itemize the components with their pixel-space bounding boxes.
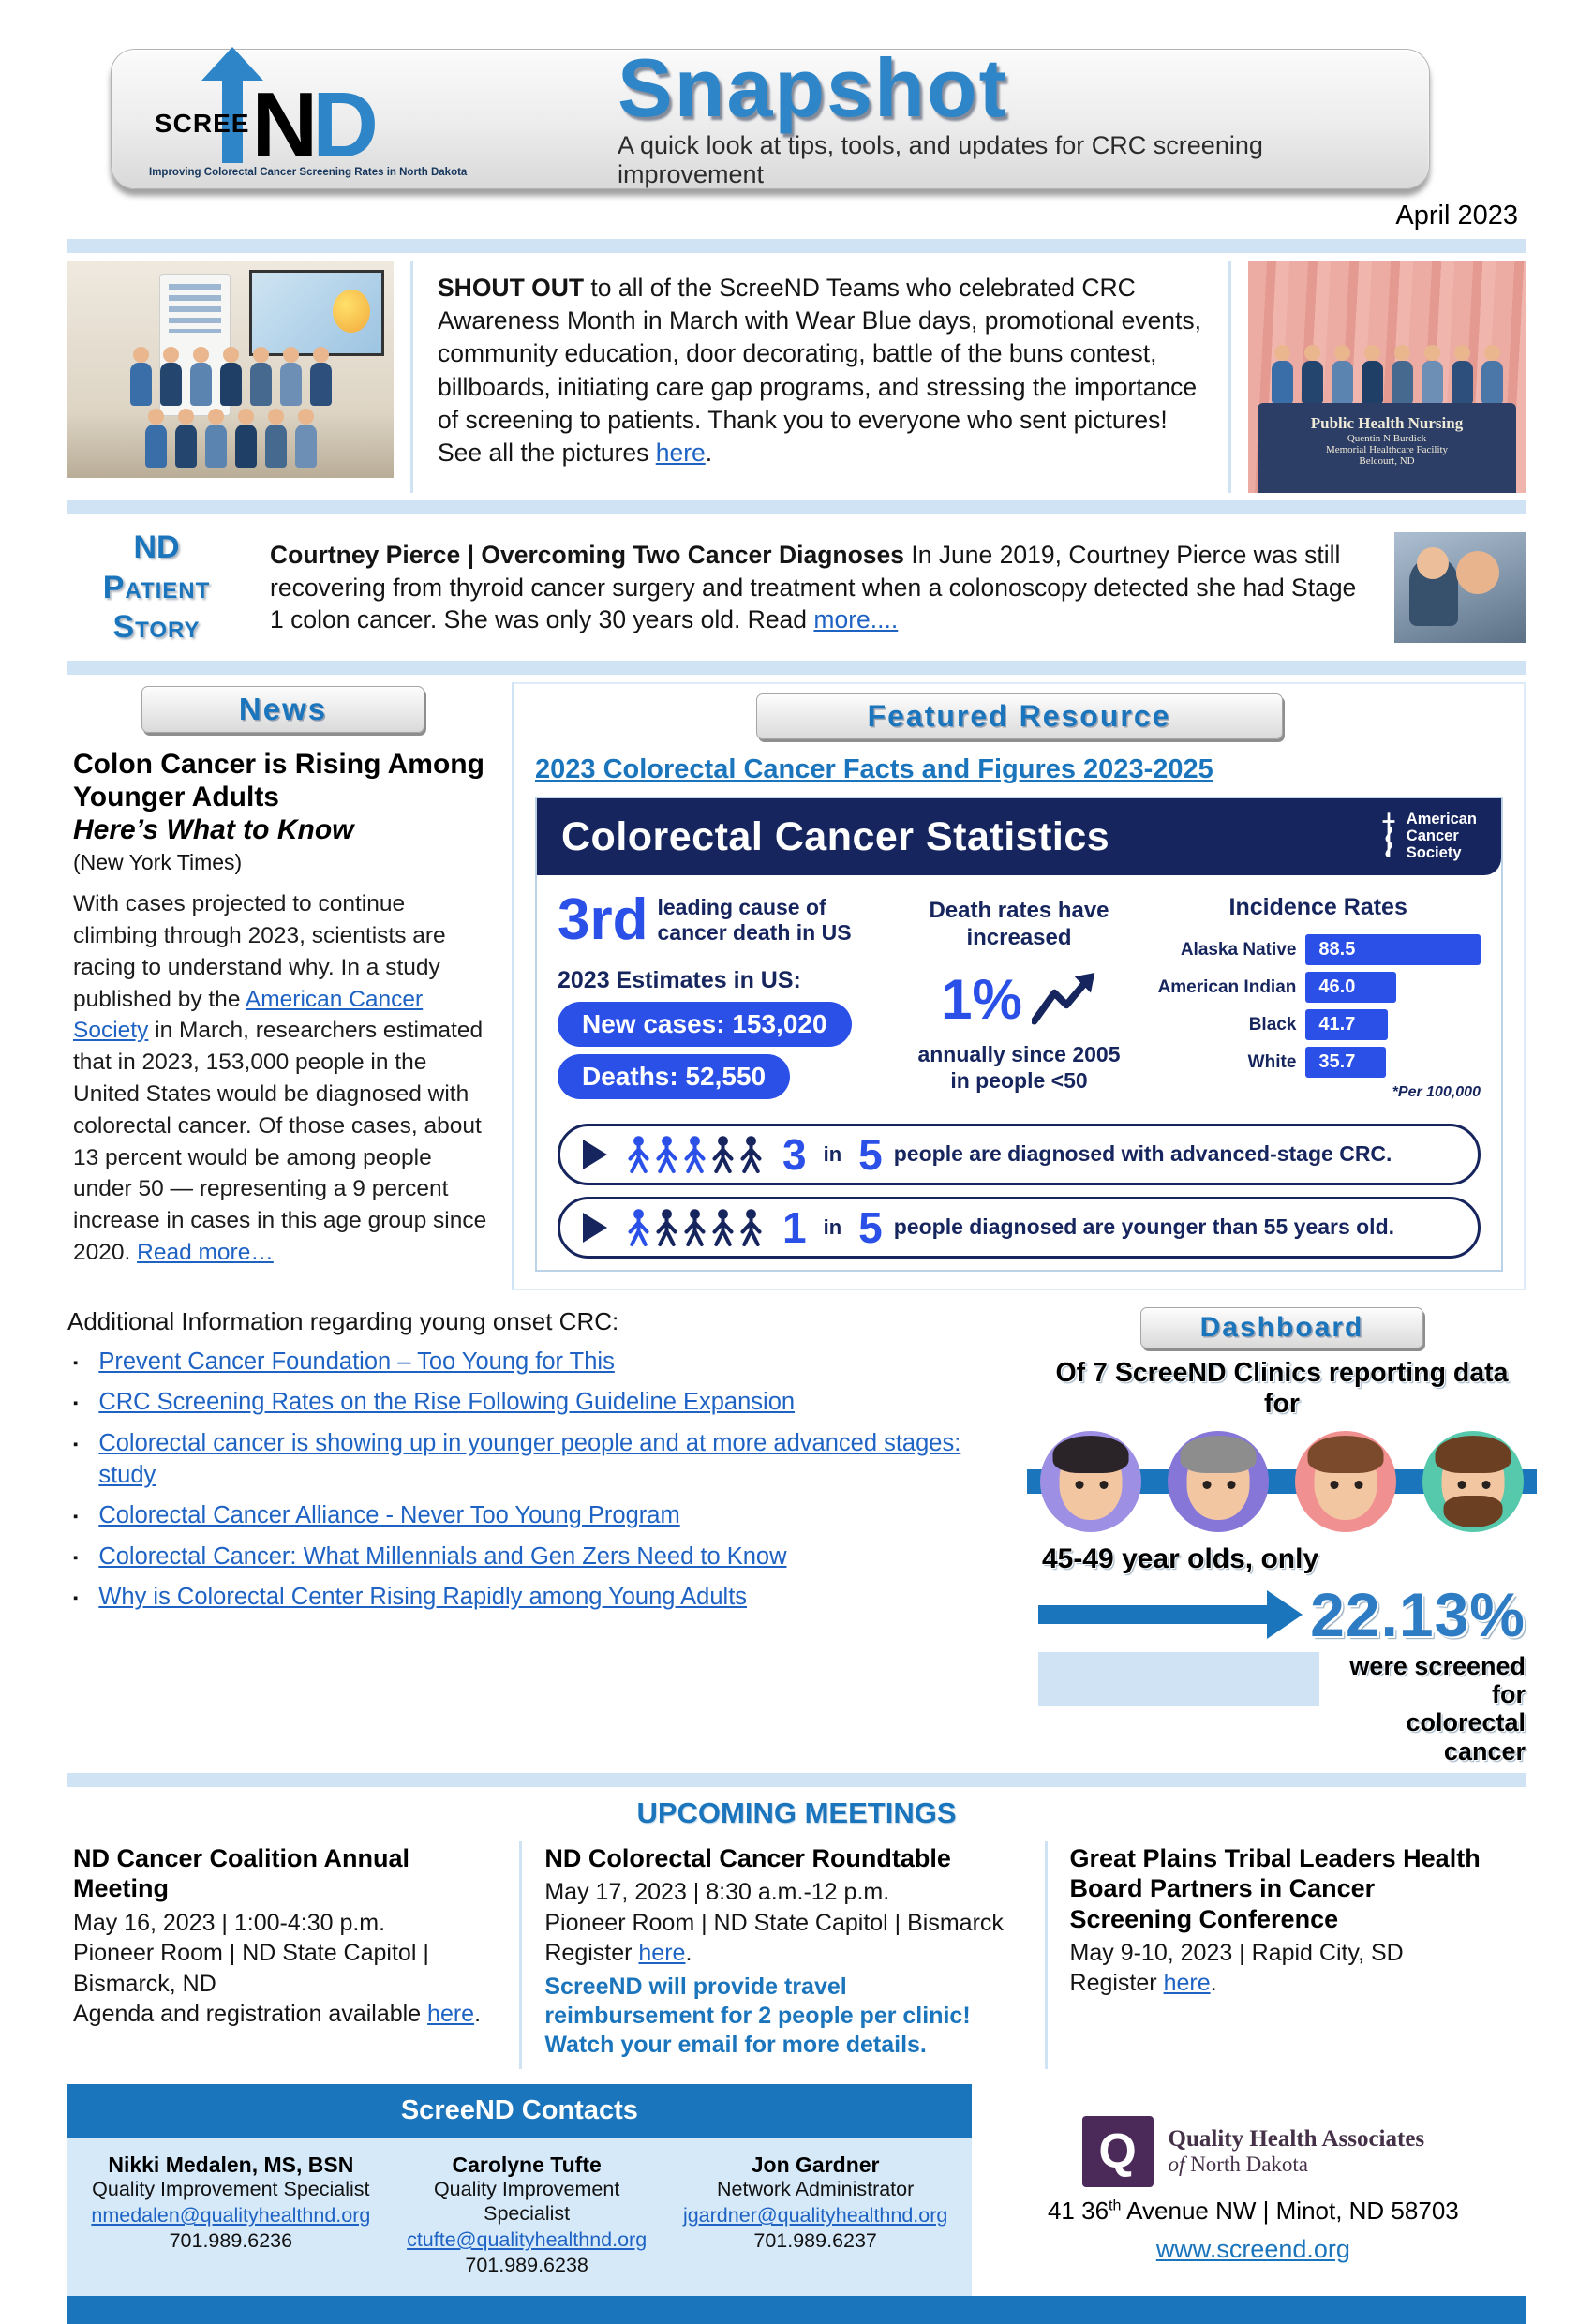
avatars-row (1040, 1429, 1524, 1534)
dashboard-stat-row (1038, 1579, 1526, 1650)
band-in: in (823, 1141, 842, 1166)
newsletter-title: Snapshot (618, 41, 1008, 135)
masthead (618, 41, 1401, 189)
person-icon (682, 1208, 707, 1247)
register-pre: Agenda and registration available (73, 2001, 428, 2028)
person-figure (1390, 345, 1414, 407)
annually-line: in people <50 (950, 1068, 1088, 1094)
photo-caption-line: Belcourt, ND (1359, 455, 1415, 467)
person-figure (1330, 345, 1354, 407)
meeting-register-line (73, 1999, 497, 2030)
meeting-title: Great Plains Tribal Leaders Health Board Partners in Cancer Screening Conference (1069, 1843, 1481, 1933)
person-figure (203, 409, 228, 470)
person-figure (233, 409, 258, 470)
news-headline: Colon Cancer is Rising Among Younger Adults (73, 749, 484, 813)
team-group-photo (67, 261, 394, 478)
person-figure (293, 409, 318, 470)
person-figure (1420, 345, 1444, 407)
divider-bar (67, 661, 1526, 675)
read-more-link[interactable]: more.... (813, 605, 899, 634)
meeting-date: May 9-10, 2023 | Rapid City, SD (1069, 1939, 1404, 1966)
contacts-header: ScreeND Contacts (67, 2084, 972, 2138)
people-icons (626, 1208, 764, 1247)
person-figure (1300, 345, 1324, 407)
annually-line: annually since 2005 (917, 1041, 1121, 1066)
list-item (73, 1427, 1014, 1492)
link-millennials-genz[interactable]: ▪ Colorectal Cancer: What Millennials and Gen Zers Need to Know (98, 1542, 787, 1570)
news-body (73, 888, 493, 1269)
issue-date: April 2023 (1395, 201, 1518, 231)
light-blue-block (1038, 1652, 1319, 1706)
person-icon (654, 1135, 679, 1174)
address-sup: th (1109, 2197, 1122, 2214)
additional-info-section (67, 1307, 1038, 1622)
shoutout-body: to all of the ScreeND Teams who celebrated CRC Awareness Month in March with Wear Blue days, promotional events, community education, door decorating, battle of the buns contest, billboards, initiating care gap programs, and stressing the importance of screening to patients. Thank you to everyone who sent pictures! See all the pictures (438, 274, 1202, 468)
bar-value: 46.0 (1305, 972, 1396, 1003)
infographic-stats-grid (537, 875, 1501, 1112)
link-prevent-cancer-foundation[interactable]: ▪ Prevent Cancer Foundation – Too Young for This (98, 1348, 615, 1375)
photo-people-row (67, 347, 394, 409)
qha-address (1048, 2197, 1459, 2226)
contact-phone: 701.989.6237 (753, 2229, 877, 2253)
upcoming-meetings-title: UPCOMING MEETINGS (636, 1795, 957, 1829)
qha-name: Quality Health Associates (1168, 2126, 1425, 2153)
avatar-face-2 (1168, 1431, 1269, 1532)
infographic-header (537, 798, 1501, 875)
logo-d-text: D (312, 72, 380, 176)
additional-intro: Additional Information regarding young onset CRC: (67, 1306, 619, 1335)
patient-story-text (270, 539, 1370, 637)
person-figure (1360, 345, 1384, 407)
label-nd: ND (133, 529, 180, 566)
link-never-too-young[interactable]: ▪ Colorectal Cancer Alliance - Never Too Young Program (98, 1502, 680, 1529)
screening-rate-stat: 22.13% (1310, 1579, 1526, 1649)
photo-caption-line: Public Health Nursing (1310, 414, 1464, 432)
pictures-link[interactable]: here (655, 439, 706, 468)
meeting-great-plains-conference (1045, 1841, 1526, 2070)
dashboard-section (1038, 1307, 1526, 1765)
band-denominator: 5 (858, 1202, 883, 1252)
photo-caption-line: Memorial Healthcare Facility (1325, 444, 1449, 455)
main-columns (67, 682, 1526, 1290)
qha-panel (981, 2084, 1526, 2296)
stat-band-advanced-stage (558, 1124, 1481, 1185)
label-story: Story (112, 609, 201, 646)
contact-name: Nikki Medalen, MS, BSN (108, 2153, 354, 2178)
person-icon (710, 1135, 736, 1174)
qha-subname (1169, 2153, 1425, 2177)
person-figure (218, 347, 243, 409)
caption-line: were screened for (1349, 1651, 1526, 1709)
acs-link[interactable]: American Cancer Society (73, 986, 424, 1044)
news-read-more-link[interactable]: Read more… (137, 1240, 274, 1266)
contact-name: Jon Gardner (751, 2153, 880, 2178)
news-paragraph-1: With cases projected to continue climbing through 2023, scientists are racing to understand why. In a study published by the (73, 891, 446, 1012)
per-100000-note: *Per 100,000 (1392, 1084, 1481, 1100)
person-figure (188, 347, 213, 409)
rank-text: leading cause of cancer death in US (657, 895, 852, 945)
incidence-rates-chart (1148, 894, 1481, 1107)
band-in: in (823, 1214, 842, 1239)
bar-label: White (1247, 1051, 1297, 1072)
people-icons (626, 1135, 764, 1174)
footer-bottom-bar (67, 2296, 1526, 2324)
bar-row (1155, 972, 1481, 1003)
dashboard-line2: 45-49 year olds, only (1042, 1542, 1319, 1574)
contact-jon-gardner (683, 2153, 947, 2253)
list-item (73, 1581, 1014, 1613)
person-figure (1480, 345, 1504, 407)
acs-logo (1378, 810, 1477, 864)
register-post: . (685, 1940, 692, 1967)
shoutout-text (410, 261, 1231, 493)
contact-phone: 701.989.6236 (169, 2229, 293, 2253)
logo-n-text: N (251, 72, 319, 176)
newsletter-page (0, 41, 1593, 2276)
stat-band-younger-55 (558, 1197, 1481, 1259)
contacts-body (67, 2138, 972, 2296)
infographic-left (558, 887, 890, 1107)
band-numerator: 1 (782, 1202, 807, 1252)
photo-table-banner (1258, 403, 1516, 493)
person-icon (738, 1208, 764, 1247)
contacts-panel (67, 2084, 972, 2296)
contact-role: Network Administrator (716, 2178, 915, 2201)
acs-logo-text (1407, 812, 1477, 861)
person-figure (143, 409, 168, 470)
qha-logo-text (1169, 2126, 1425, 2177)
qha-logo (1082, 2116, 1425, 2187)
person-figure (158, 347, 183, 409)
band-text: people diagnosed are younger than 55 years old. (893, 1214, 1395, 1240)
list-item (73, 1346, 1014, 1378)
bar-row (1155, 934, 1481, 965)
meeting-date: May 17, 2023 | 8:30 a.m.-12 p.m. (544, 1879, 890, 1906)
bar-label: Black (1248, 1014, 1297, 1035)
qha-q-icon: Q (1082, 2116, 1154, 2187)
incidence-title: Incidence Rates (1228, 894, 1407, 920)
person-figure (308, 347, 333, 409)
person-figure (278, 347, 303, 409)
link-rising-young-adults[interactable]: ▪ Why is Colorectal Center Rising Rapidly among Young Adults (98, 1584, 748, 1611)
register-post: . (474, 2001, 482, 2028)
bar-label: Alaska Native (1180, 939, 1297, 960)
infographic-middle (890, 894, 1149, 1107)
link-crc-screening-rates[interactable]: ▪ CRC Screening Rates on the Rise Following Guideline Expansion (98, 1389, 796, 1416)
patient-story-section (67, 522, 1526, 653)
rank-number: 3rd (558, 887, 648, 952)
acs-line: Society (1406, 843, 1462, 861)
contact-email-link[interactable]: nmedalen@qualityhealthnd.org (91, 2204, 371, 2227)
person-figure (263, 409, 288, 470)
person-icon (682, 1135, 707, 1174)
meeting-nd-cancer-coalition (67, 1841, 519, 2070)
info-row (67, 1307, 1526, 1765)
death-rates-text: Death rates have increased (929, 898, 1109, 950)
shoutout-period: . (705, 439, 713, 468)
bar-value: 41.7 (1305, 1009, 1388, 1040)
person-figure (128, 347, 153, 409)
crc-statistics-infographic (535, 797, 1503, 1272)
courtney-pierce-photo (1394, 532, 1526, 643)
dashboard-line1: Of 7 ScreeND Clinics reporting data for (1055, 1357, 1509, 1419)
registration-link[interactable]: here (638, 1940, 686, 1967)
register-post: . (1210, 1970, 1217, 1997)
avatar-face-1 (1040, 1431, 1141, 1532)
shoutout-section (67, 261, 1526, 493)
contact-phone: 701.989.6238 (465, 2253, 588, 2276)
story-body: In June 2019, Courtney Pierce was still recovering from thyroid cancer surgery and treatment when a colonoscopy detected she had Stage 1 colon cancer. She was only 30 years old. Read (270, 540, 1357, 634)
annually-text (890, 1041, 1149, 1095)
meeting-title: ND Cancer Coalition Annual Meeting (73, 1843, 410, 1903)
qha-of: of (1168, 2153, 1185, 2177)
bar-row (1155, 1047, 1481, 1078)
public-health-nursing-photo (1248, 261, 1526, 493)
rank-row (558, 887, 890, 952)
register-pre: Register (544, 1940, 639, 1967)
bar-value: 88.5 (1305, 934, 1481, 965)
bar-row (1155, 1009, 1481, 1040)
person-icon (626, 1135, 651, 1174)
one-percent: 1% (941, 967, 1022, 1031)
dashboard-caption (1332, 1652, 1526, 1765)
contact-name: Carolyne Tufte (452, 2153, 602, 2178)
featured-resource-column (512, 682, 1526, 1290)
acs-caduceus-icon (1378, 810, 1399, 864)
logo-scree-text: SCREE (155, 109, 250, 138)
person-icon (738, 1135, 764, 1174)
divider-bar (67, 1773, 1526, 1787)
additional-links-list (67, 1346, 1014, 1614)
newsletter-subtitle: A quick look at tips, tools, and updates for CRC screening improvement (618, 130, 1263, 188)
dashboard-section-button: Dashboard (1140, 1307, 1423, 1348)
divider-bar (67, 500, 1526, 514)
bar-value: 35.7 (1305, 1047, 1386, 1078)
logo-tagline: Improving Colorectal Cancer Screening Rates in North Dakota (149, 167, 468, 178)
photo-people-row (1248, 345, 1526, 407)
register-pre: Register (1069, 1970, 1164, 1997)
person-figure (1270, 345, 1294, 407)
news-column (67, 682, 512, 1269)
person-figure (1450, 345, 1474, 407)
screend-logo (140, 60, 580, 178)
list-item (73, 1499, 1014, 1531)
tv-screen-graphic (249, 270, 384, 356)
meeting-location: Pioneer Room | ND State Capitol | Bismarck (544, 1909, 1004, 1936)
play-arrow-icon (583, 1140, 607, 1169)
list-item (73, 1541, 1014, 1572)
meeting-title: ND Colorectal Cancer Roundtable (544, 1843, 951, 1872)
label-patient: Patient (102, 569, 211, 605)
acs-line: Cancer (1406, 827, 1459, 845)
person-icon (654, 1208, 679, 1247)
new-cases-pill: New cases: 153,020 (558, 1002, 852, 1047)
trend-up-arrow-icon (1032, 973, 1097, 1025)
person-icon (710, 1208, 736, 1247)
facts-figures-link[interactable]: 2023 Colorectal Cancer Facts and Figures 2023-2025 (535, 754, 1213, 784)
registration-link[interactable]: here (1163, 1970, 1211, 1997)
band-denominator: 5 (858, 1129, 883, 1179)
address-part: Avenue NW | Minot, ND 58703 (1121, 2197, 1459, 2226)
avatar-face-3 (1295, 1431, 1396, 1532)
footer (67, 2084, 1526, 2296)
infographic-title: Colorectal Cancer Statistics (561, 813, 1110, 859)
featured-resource-button: Featured Resource (756, 693, 1283, 739)
list-item (73, 1386, 1014, 1418)
percent-row (890, 967, 1149, 1032)
shoutout-lead: SHOUT OUT (438, 274, 585, 302)
meetings-row (67, 1841, 1526, 2070)
registration-link[interactable]: here (427, 2001, 475, 2028)
contact-role: Quality Improvement Specialist (433, 2178, 620, 2226)
travel-reimbursement-note: ScreeND will provide travel reimbursement for 2 people per clinic! Watch your email for more details. (544, 1973, 971, 2059)
meeting-register-line (1070, 1968, 1503, 1999)
estimates-label: 2023 Estimates in US: (558, 966, 801, 993)
photo-people-row (67, 409, 394, 470)
person-icon (626, 1208, 651, 1247)
news-section-button: News (141, 686, 424, 733)
meeting-register-line (544, 1938, 1021, 1969)
contact-carolyne-tufte (407, 2153, 647, 2277)
contact-email-link[interactable]: ctufte@qualityhealthnd.org (407, 2227, 648, 2251)
deaths-pill: Deaths: 52,550 (558, 1054, 790, 1099)
band-text: people are diagnosed with advanced-stage CRC. (893, 1141, 1392, 1167)
news-source: (New York Times) (73, 850, 243, 875)
contact-role: Quality Improvement Specialist (92, 2178, 370, 2201)
person-figure (173, 409, 198, 470)
qha-state: North Dakota (1184, 2153, 1309, 2177)
masthead-banner (111, 41, 1430, 189)
band-numerator: 3 (782, 1129, 807, 1179)
dashboard-bottom-row (1038, 1652, 1526, 1765)
address-part: 41 36 (1047, 2197, 1109, 2226)
play-arrow-icon (583, 1213, 607, 1243)
caption-line: colorectal cancer (1406, 1708, 1526, 1765)
bar-label: American Indian (1157, 976, 1297, 997)
website-link[interactable]: www.screend.org (1155, 2235, 1350, 2264)
patient-story-label (67, 528, 246, 648)
divider-bar (67, 239, 1526, 253)
contact-email-link[interactable]: jgardner@qualityhealthnd.org (682, 2204, 948, 2227)
meeting-date: May 16, 2023 | 1:00-4:30 p.m. (73, 1909, 386, 1936)
news-paragraph-2: in March, researchers estimated that in 2023, 153,000 people in the United States would be diagnosed with colorectal cancer. Of those cases, about 13 percent would be among people under 50 — representing a 9 percent increase in cases in this age group since 2020. (73, 1018, 487, 1266)
meeting-location: Pioneer Room | ND State Capitol | Bismarck, ND (73, 1940, 429, 1997)
meeting-crc-roundtable (519, 1841, 1044, 2070)
contact-nikki-medalen (91, 2153, 370, 2253)
story-headline: Courtney Pierce | Overcoming Two Cancer Diagnoses (270, 540, 904, 569)
person-figure (248, 347, 273, 409)
acs-line: American (1406, 811, 1477, 828)
avatar-face-4 (1422, 1431, 1524, 1532)
photo-caption-line: Quentin N Burdick (1347, 433, 1427, 444)
news-subheadline: Here’s What to Know (73, 813, 354, 845)
right-arrow-icon (1038, 1590, 1303, 1639)
link-younger-people-study[interactable]: ▪ Colorectal cancer is showing up in younger people and at more advanced stages: study (98, 1429, 961, 1489)
